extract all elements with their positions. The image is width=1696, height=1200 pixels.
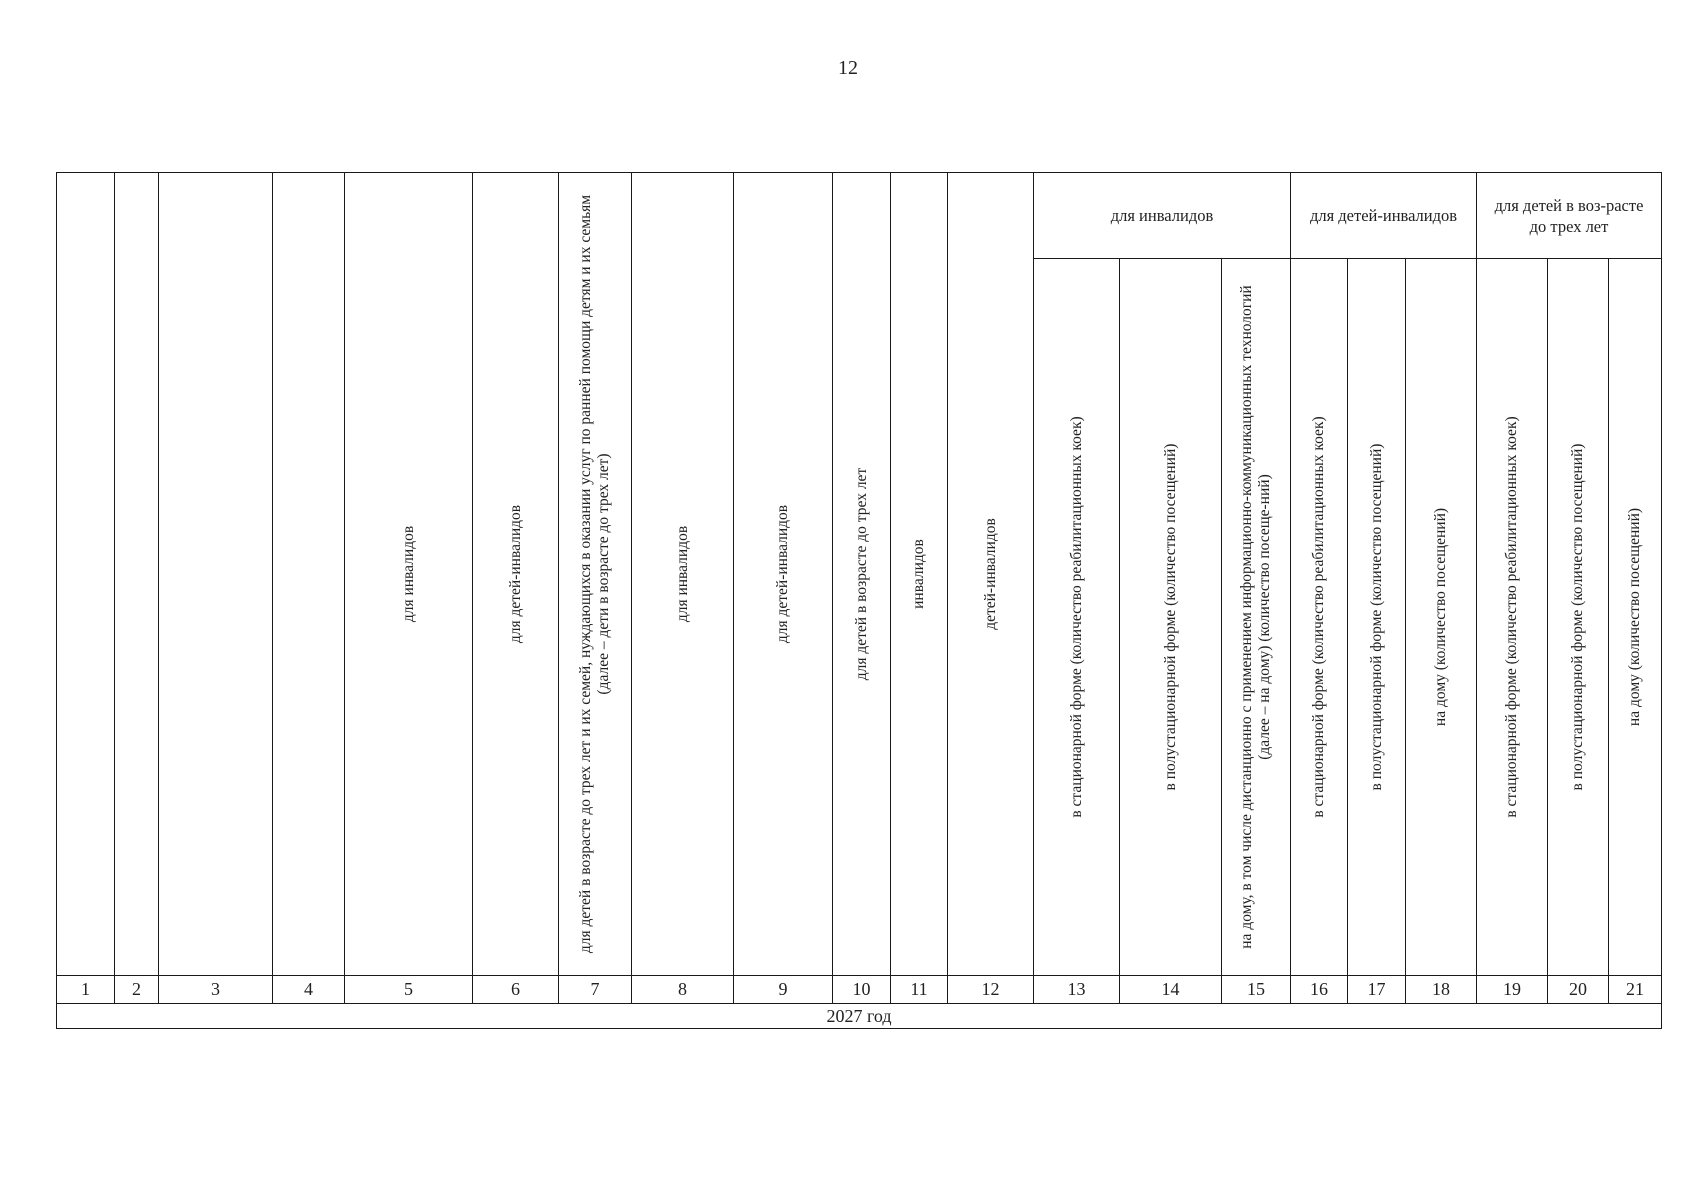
group-header-label: для детей-инвалидов [1309,206,1458,225]
column-number-cell [1476,975,1548,1004]
column-number-cell [1347,975,1406,1004]
column-number: 4 [304,979,313,999]
column-header-label: для инвалидов [399,525,417,623]
column-number: 14 [1161,979,1180,999]
column-header-8 [631,172,734,976]
column-number-cell [558,975,632,1004]
column-header-label: инвалидов [910,539,927,609]
column-number-cell [472,975,559,1004]
group-header-label: для детей в воз-раcте до трех лет [1494,195,1644,236]
column-header-label: для детей-инвалидов [774,504,791,644]
column-number: 15 [1247,979,1265,999]
column-header-19 [1476,258,1548,976]
column-number: 16 [1310,979,1328,999]
column-number: 10 [852,979,871,999]
column-header-label: в полустационарной форме (количество посещений) [1161,443,1179,791]
column-header-label: для детей в возрасте до трех лет [852,467,870,681]
column-number-cell [158,975,273,1004]
column-header-label: на дому (количество посещений) [1626,507,1643,727]
column-number: 5 [404,979,413,999]
column-number-cell [56,975,115,1004]
column-number: 3 [211,979,220,999]
column-number: 11 [910,979,928,999]
column-header-label: в полустационарной форме (количество посещений) [1569,443,1586,791]
column-number: 9 [778,979,788,999]
group-header-1 [1033,172,1291,259]
column-header-10 [832,172,891,976]
column-number: 21 [1626,979,1644,999]
year-label: 2027 год [826,1005,892,1026]
column-header-label: в полустационарной форме (количество посещений) [1367,443,1385,791]
column-header-label: для инвалидов [673,525,691,623]
column-header-11 [890,172,948,976]
column-number-cell [1033,975,1120,1004]
column-header-label: для детей в возрасте до трех лет и их семей, нуждающихся в оказании услуг по ранней помощи детям и их семьям (далее – дети в возрасте до трех лет) [577,194,612,954]
column-number: 18 [1432,979,1450,999]
column-number: 20 [1569,979,1587,999]
column-number-cell [947,975,1034,1004]
column-header-label: на дому, в том числе дистанционно с применением информационно-коммуникационных технологий (далее – на дому) (количество посеще-ний) [1238,285,1273,949]
column-header-4 [272,172,345,976]
column-number: 7 [590,979,600,999]
column-number-cell [1405,975,1477,1004]
column-header-13 [1033,258,1120,976]
column-number-cell [631,975,734,1004]
column-header-label: на дому (количество посещений) [1432,507,1449,727]
column-header-label: в стационарной форме (количество реабилитационных коек) [1503,416,1520,818]
column-number-cell [1119,975,1222,1004]
column-header-21 [1608,258,1662,976]
column-header-5 [344,172,473,976]
column-number-cell [1290,975,1348,1004]
column-number: 2 [132,979,141,999]
column-number-cell [1547,975,1609,1004]
column-number-cell [1221,975,1291,1004]
column-header-label: детей-инвалидов [981,518,999,630]
group-header-label: для инвалидов [1110,206,1214,225]
column-header-14 [1119,258,1222,976]
column-header-16 [1290,258,1348,976]
column-number-cell [733,975,833,1004]
column-number-cell [832,975,891,1004]
column-number-cell [114,975,159,1004]
column-header-3 [158,172,273,976]
column-header-15 [1221,258,1291,976]
column-header-7 [558,172,632,976]
column-header-label: для детей-инвалидов [506,504,524,644]
column-header-20 [1547,258,1609,976]
page-number: 12 [838,57,858,79]
column-header-label: в стационарной форме (количество реабилитационных коек) [1067,416,1085,818]
column-number: 1 [81,979,90,999]
column-header-label: в стационарной форме (количество реабилитационных коек) [1310,416,1327,818]
column-header-2 [114,172,159,976]
column-header-18 [1405,258,1477,976]
column-number: 6 [511,979,520,999]
column-header-1 [56,172,115,976]
year-row [56,1003,1662,1029]
column-number-cell [1608,975,1662,1004]
column-number: 17 [1367,979,1386,999]
column-number: 19 [1503,979,1521,999]
column-number-cell [890,975,948,1004]
group-header-3 [1476,172,1662,259]
column-header-6 [472,172,559,976]
column-number: 13 [1067,979,1086,999]
column-header-12 [947,172,1034,976]
column-number: 12 [981,979,1000,999]
column-number: 8 [678,979,687,999]
column-number-cell [344,975,473,1004]
column-header-17 [1347,258,1406,976]
column-header-9 [733,172,833,976]
group-header-2 [1290,172,1477,259]
column-number-cell [272,975,345,1004]
